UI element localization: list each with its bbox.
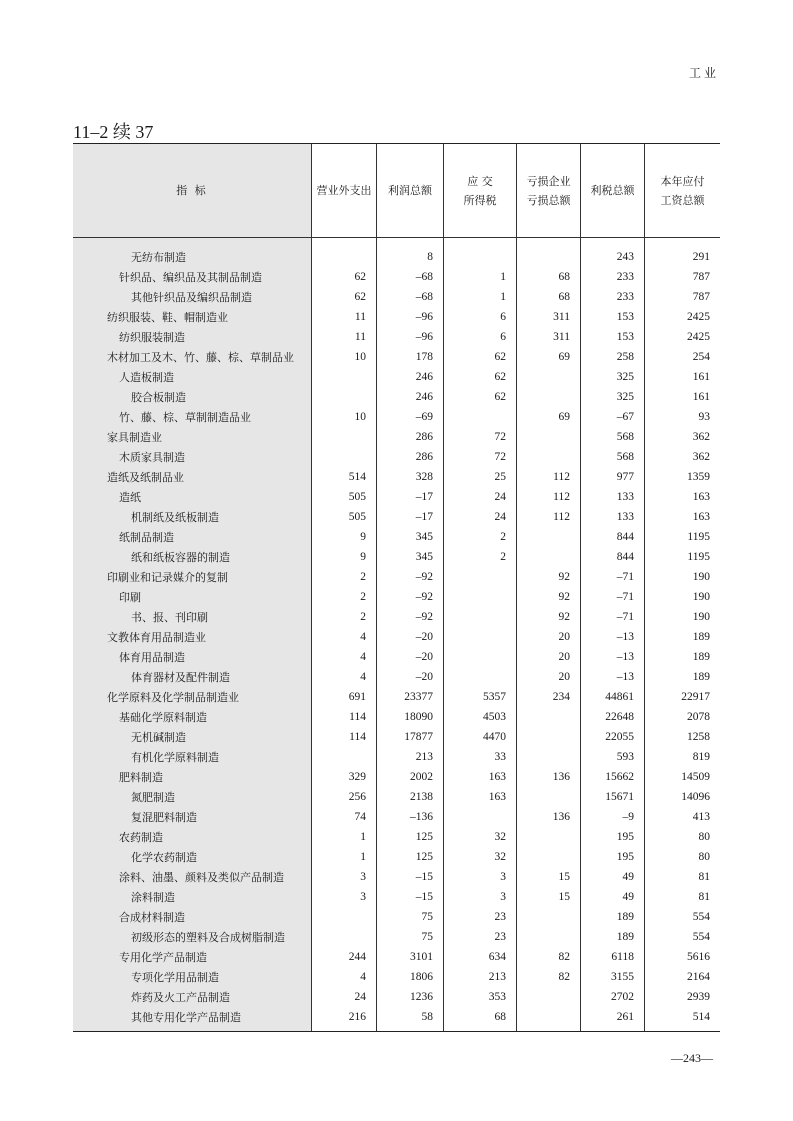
cell-income-tax-payable: 1 xyxy=(500,271,506,283)
cell-wages-payable: 2425 xyxy=(687,331,710,343)
cell-total-profit: 286 xyxy=(415,431,433,443)
cell-non-operating-expense: 4 xyxy=(360,671,366,683)
cell-wages-payable: 189 xyxy=(692,631,710,643)
cell-profit-tax-total: 3155 xyxy=(611,971,634,983)
cell-non-operating-expense: 244 xyxy=(348,951,366,963)
cell-loss-total: 136 xyxy=(552,811,570,823)
cell-total-profit: –68 xyxy=(415,291,433,303)
cell-non-operating-expense: 216 xyxy=(348,1011,366,1023)
table-row xyxy=(73,707,720,727)
table-row xyxy=(73,927,720,947)
cell-non-operating-expense: 74 xyxy=(354,811,366,823)
cell-wages-payable: 2939 xyxy=(687,991,710,1003)
cell-wages-payable: 787 xyxy=(692,291,710,303)
table-row xyxy=(73,647,720,667)
row-label: 无机碱制造 xyxy=(131,731,186,744)
cell-wages-payable: 81 xyxy=(698,891,710,903)
cell-income-tax-payable: 62 xyxy=(494,351,506,363)
row-label: 胶合板制造 xyxy=(131,391,186,404)
cell-loss-total: 92 xyxy=(558,591,570,603)
cell-total-profit: –15 xyxy=(415,871,433,883)
column-header-text: 亏损企业 亏损总额 xyxy=(526,174,571,207)
cell-wages-payable: 14509 xyxy=(681,771,710,783)
table-row xyxy=(73,627,720,647)
cell-total-profit: 2138 xyxy=(410,791,433,803)
cell-total-profit: 8 xyxy=(427,251,433,263)
cell-wages-payable: 362 xyxy=(692,431,710,443)
cell-profit-tax-total: –71 xyxy=(616,591,634,603)
cell-income-tax-payable: 3 xyxy=(500,871,506,883)
row-label: 基础化学原料制造 xyxy=(119,711,207,724)
cell-profit-tax-total: 15662 xyxy=(605,771,634,783)
cell-profit-tax-total: 49 xyxy=(622,891,634,903)
row-label: 氮肥制造 xyxy=(131,791,175,804)
row-label: 肥料制造 xyxy=(119,771,163,784)
cell-total-profit: 1806 xyxy=(410,971,433,983)
table-row xyxy=(73,527,720,547)
cell-wages-payable: 161 xyxy=(692,391,710,403)
cell-profit-tax-total: 977 xyxy=(616,471,634,483)
cell-income-tax-payable: 72 xyxy=(494,431,506,443)
cell-profit-tax-total: 189 xyxy=(616,911,634,923)
cell-profit-tax-total: 195 xyxy=(616,831,634,843)
cell-total-profit: 23377 xyxy=(404,691,433,703)
cell-total-profit: 345 xyxy=(415,551,433,563)
cell-wages-payable: 2078 xyxy=(687,711,710,723)
cell-total-profit: –136 xyxy=(410,811,433,823)
row-label: 印刷 xyxy=(119,591,141,604)
cell-non-operating-expense: 24 xyxy=(354,991,366,1003)
cell-income-tax-payable: 163 xyxy=(488,771,506,783)
cell-total-profit: 345 xyxy=(415,531,433,543)
cell-loss-total: 136 xyxy=(552,771,570,783)
cell-total-profit: 1236 xyxy=(410,991,433,1003)
cell-wages-payable: 190 xyxy=(692,571,710,583)
cell-wages-payable: 190 xyxy=(692,611,710,623)
cell-loss-total: 20 xyxy=(558,631,570,643)
cell-wages-payable: 1359 xyxy=(687,471,710,483)
cell-total-profit: –68 xyxy=(415,271,433,283)
table-row xyxy=(73,607,720,627)
cell-wages-payable: 161 xyxy=(692,371,710,383)
cell-total-profit: –92 xyxy=(415,591,433,603)
cell-profit-tax-total: –71 xyxy=(616,611,634,623)
cell-profit-tax-total: 22648 xyxy=(605,711,634,723)
cell-income-tax-payable: 24 xyxy=(494,491,506,503)
cell-income-tax-payable: 163 xyxy=(488,791,506,803)
cell-wages-payable: 1195 xyxy=(687,531,710,543)
table-row xyxy=(73,487,720,507)
row-label: 有机化学原料制造 xyxy=(131,751,219,764)
cell-profit-tax-total: 243 xyxy=(616,251,634,263)
cell-profit-tax-total: 233 xyxy=(616,271,634,283)
page-number: —243— xyxy=(671,1051,713,1065)
row-label: 体育用品制造 xyxy=(119,651,185,664)
table-row xyxy=(73,587,720,607)
cell-wages-payable: 514 xyxy=(692,1011,710,1023)
cell-profit-tax-total: –71 xyxy=(616,571,634,583)
row-label: 纺织服装、鞋、帽制造业 xyxy=(107,311,228,324)
cell-loss-total: 112 xyxy=(553,471,570,483)
cell-non-operating-expense: 114 xyxy=(349,731,366,743)
cell-income-tax-payable: 5357 xyxy=(483,691,506,703)
cell-profit-tax-total: 189 xyxy=(616,931,634,943)
cell-profit-tax-total: 233 xyxy=(616,291,634,303)
cell-non-operating-expense: 505 xyxy=(348,491,366,503)
cell-total-profit: –69 xyxy=(415,411,433,423)
cell-loss-total: 15 xyxy=(558,891,570,903)
cell-income-tax-payable: 4470 xyxy=(483,731,506,743)
cell-income-tax-payable: 3 xyxy=(500,891,506,903)
row-label: 木材加工及木、竹、藤、棕、草制品业 xyxy=(107,351,294,364)
row-label: 木质家具制造 xyxy=(119,451,185,464)
cell-wages-payable: 190 xyxy=(692,591,710,603)
cell-total-profit: 178 xyxy=(415,351,433,363)
cell-total-profit: 75 xyxy=(421,911,433,923)
table-row xyxy=(73,547,720,567)
cell-non-operating-expense: 2 xyxy=(360,591,366,603)
row-label: 合成材料制造 xyxy=(119,911,185,924)
table-row xyxy=(73,807,720,827)
cell-loss-total: 234 xyxy=(552,691,570,703)
cell-income-tax-payable: 6 xyxy=(500,331,506,343)
column-header-text: 利税总额 xyxy=(590,184,635,197)
row-label: 复混肥料制造 xyxy=(131,811,197,824)
cell-loss-total: 92 xyxy=(558,571,570,583)
row-label: 竹、藤、棕、草制制造品业 xyxy=(119,411,251,424)
cell-loss-total: 92 xyxy=(558,611,570,623)
row-label: 初级形态的塑料及合成树脂制造 xyxy=(131,931,285,944)
cell-loss-total: 112 xyxy=(553,511,570,523)
table-row xyxy=(73,447,720,467)
cell-non-operating-expense: 9 xyxy=(360,531,366,543)
cell-wages-payable: 254 xyxy=(692,351,710,363)
row-label: 其他针织品及编织品制造 xyxy=(131,291,252,304)
cell-income-tax-payable: 23 xyxy=(494,911,506,923)
table-row xyxy=(73,867,720,887)
cell-loss-total: 82 xyxy=(558,951,570,963)
cell-loss-total: 311 xyxy=(553,311,570,323)
cell-total-profit: 18090 xyxy=(404,711,433,723)
cell-profit-tax-total: 133 xyxy=(616,491,634,503)
cell-total-profit: –20 xyxy=(415,651,433,663)
cell-wages-payable: 5616 xyxy=(687,951,710,963)
row-label: 农药制造 xyxy=(119,831,163,844)
cell-profit-tax-total: 22055 xyxy=(605,731,634,743)
table-row xyxy=(73,247,720,267)
cell-income-tax-payable: 62 xyxy=(494,371,506,383)
cell-total-profit: 2002 xyxy=(410,771,433,783)
cell-profit-tax-total: 593 xyxy=(616,751,634,763)
cell-wages-payable: 22917 xyxy=(681,691,710,703)
table-row xyxy=(73,667,720,687)
cell-income-tax-payable: 33 xyxy=(494,751,506,763)
cell-wages-payable: 80 xyxy=(698,851,710,863)
cell-income-tax-payable: 32 xyxy=(494,831,506,843)
row-label: 炸药及火工产品制造 xyxy=(131,991,230,1004)
row-label: 专项化学用品制造 xyxy=(131,971,219,984)
row-label: 其他专用化学产品制造 xyxy=(131,1011,241,1024)
cell-profit-tax-total: 325 xyxy=(616,391,634,403)
cell-wages-payable: 2425 xyxy=(687,311,710,323)
row-label: 家具制造业 xyxy=(107,431,162,444)
cell-total-profit: 125 xyxy=(415,851,433,863)
column-header-text: 利润总额 xyxy=(388,184,432,197)
cell-profit-tax-total: 844 xyxy=(616,531,634,543)
table-row xyxy=(73,467,720,487)
table-row xyxy=(73,907,720,927)
table-row xyxy=(73,367,720,387)
cell-wages-payable: 413 xyxy=(692,811,710,823)
column-header-wages-payable xyxy=(644,144,720,237)
cell-loss-total: 68 xyxy=(558,271,570,283)
cell-profit-tax-total: 195 xyxy=(616,851,634,863)
cell-total-profit: 328 xyxy=(415,471,433,483)
cell-income-tax-payable: 634 xyxy=(488,951,506,963)
cell-income-tax-payable: 353 xyxy=(488,991,506,1003)
cell-income-tax-payable: 62 xyxy=(494,391,506,403)
column-header-text: 本年应付 工资总额 xyxy=(660,174,705,207)
cell-total-profit: 125 xyxy=(415,831,433,843)
cell-total-profit: 58 xyxy=(421,1011,433,1023)
column-header-text: 指 标 xyxy=(176,184,208,197)
row-label: 书、报、刊印刷 xyxy=(131,611,208,624)
cell-loss-total: 15 xyxy=(558,871,570,883)
cell-non-operating-expense: 691 xyxy=(348,691,366,703)
cell-profit-tax-total: 568 xyxy=(616,451,634,463)
table-header xyxy=(73,144,720,238)
cell-wages-payable: 80 xyxy=(698,831,710,843)
cell-profit-tax-total: 258 xyxy=(616,351,634,363)
column-header-text: 应 交 所得税 xyxy=(463,174,497,207)
cell-wages-payable: 189 xyxy=(692,651,710,663)
cell-income-tax-payable: 72 xyxy=(494,451,506,463)
table-body xyxy=(73,238,720,1031)
row-label: 化学农药制造 xyxy=(131,851,197,864)
cell-profit-tax-total: 15671 xyxy=(605,791,634,803)
cell-income-tax-payable: 1 xyxy=(500,291,506,303)
cell-profit-tax-total: 844 xyxy=(616,551,634,563)
cell-income-tax-payable: 2 xyxy=(500,531,506,543)
cell-income-tax-payable: 32 xyxy=(494,851,506,863)
cell-income-tax-payable: 6 xyxy=(500,311,506,323)
cell-loss-total: 68 xyxy=(558,291,570,303)
chapter-category: 工业 xyxy=(688,66,719,80)
cell-non-operating-expense: 2 xyxy=(360,611,366,623)
cell-non-operating-expense: 514 xyxy=(348,471,366,483)
row-label: 造纸及纸制品业 xyxy=(107,471,184,484)
cell-profit-tax-total: –9 xyxy=(622,811,634,823)
cell-income-tax-payable: 24 xyxy=(494,511,506,523)
cell-total-profit: –20 xyxy=(415,631,433,643)
cell-total-profit: –92 xyxy=(415,571,433,583)
cell-non-operating-expense: 505 xyxy=(348,511,366,523)
table-row xyxy=(73,847,720,867)
cell-non-operating-expense: 62 xyxy=(354,271,366,283)
cell-profit-tax-total: 261 xyxy=(616,1011,634,1023)
cell-wages-payable: 189 xyxy=(692,671,710,683)
cell-wages-payable: 14096 xyxy=(681,791,710,803)
row-label: 纸制品制造 xyxy=(119,531,174,544)
cell-total-profit: 3101 xyxy=(410,951,433,963)
cell-income-tax-payable: 213 xyxy=(488,971,506,983)
cell-non-operating-expense: 10 xyxy=(354,411,366,423)
row-label: 印刷业和记录媒介的复制 xyxy=(107,571,228,584)
table-row xyxy=(73,1007,720,1027)
cell-loss-total: 112 xyxy=(553,491,570,503)
cell-wages-payable: 554 xyxy=(692,911,710,923)
cell-profit-tax-total: 153 xyxy=(616,331,634,343)
cell-non-operating-expense: 9 xyxy=(360,551,366,563)
cell-profit-tax-total: –13 xyxy=(616,651,634,663)
cell-loss-total: 82 xyxy=(558,971,570,983)
table-row xyxy=(73,747,720,767)
cell-non-operating-expense: 1 xyxy=(360,831,366,843)
table-row xyxy=(73,507,720,527)
cell-non-operating-expense: 3 xyxy=(360,871,366,883)
cell-non-operating-expense: 62 xyxy=(354,291,366,303)
row-label: 涂料制造 xyxy=(131,891,175,904)
cell-profit-tax-total: 153 xyxy=(616,311,634,323)
cell-total-profit: –17 xyxy=(415,511,433,523)
row-label: 纸和纸板容器的制造 xyxy=(131,551,230,564)
cell-income-tax-payable: 68 xyxy=(494,1011,506,1023)
column-header-income-tax-payable xyxy=(443,144,516,237)
statistics-table xyxy=(73,143,720,1032)
table-row xyxy=(73,267,720,287)
table-row xyxy=(73,887,720,907)
row-label: 体育器材及配件制造 xyxy=(131,671,230,684)
cell-total-profit: 17877 xyxy=(404,731,433,743)
cell-wages-payable: 2164 xyxy=(687,971,710,983)
cell-wages-payable: 554 xyxy=(692,931,710,943)
cell-non-operating-expense: 11 xyxy=(354,331,366,343)
cell-income-tax-payable: 25 xyxy=(494,471,506,483)
cell-total-profit: –20 xyxy=(415,671,433,683)
column-header-indicator xyxy=(73,144,311,237)
row-label: 无纺布制造 xyxy=(131,251,186,264)
cell-non-operating-expense: 114 xyxy=(349,711,366,723)
cell-profit-tax-total: –13 xyxy=(616,671,634,683)
table-row xyxy=(73,947,720,967)
cell-profit-tax-total: 2702 xyxy=(611,991,634,1003)
cell-income-tax-payable: 4503 xyxy=(483,711,506,723)
cell-non-operating-expense: 4 xyxy=(360,651,366,663)
cell-profit-tax-total: 133 xyxy=(616,511,634,523)
table-row xyxy=(73,407,720,427)
cell-profit-tax-total: –67 xyxy=(616,411,634,423)
table-row xyxy=(73,727,720,747)
column-header-loss-total xyxy=(516,144,580,237)
row-label: 涂料、油墨、颜料及类似产品制造 xyxy=(119,871,284,884)
cell-total-profit: 213 xyxy=(415,751,433,763)
table-row xyxy=(73,767,720,787)
cell-wages-payable: 787 xyxy=(692,271,710,283)
cell-income-tax-payable: 23 xyxy=(494,931,506,943)
cell-loss-total: 69 xyxy=(558,411,570,423)
cell-non-operating-expense: 256 xyxy=(348,791,366,803)
table-row xyxy=(73,827,720,847)
table-row xyxy=(73,687,720,707)
cell-loss-total: 69 xyxy=(558,351,570,363)
cell-wages-payable: 93 xyxy=(698,411,710,423)
row-label: 化学原料及化学制品制造业 xyxy=(107,691,239,704)
cell-non-operating-expense: 11 xyxy=(354,311,366,323)
cell-wages-payable: 81 xyxy=(698,871,710,883)
cell-total-profit: –17 xyxy=(415,491,433,503)
cell-loss-total: 20 xyxy=(558,671,570,683)
cell-non-operating-expense: 329 xyxy=(348,771,366,783)
cell-wages-payable: 362 xyxy=(692,451,710,463)
column-header-total-profit xyxy=(376,144,443,237)
cell-non-operating-expense: 4 xyxy=(360,971,366,983)
table-row xyxy=(73,787,720,807)
cell-loss-total: 20 xyxy=(558,651,570,663)
table-row xyxy=(73,967,720,987)
cell-non-operating-expense: 1 xyxy=(360,851,366,863)
column-header-profit-tax-total xyxy=(580,144,644,237)
table-row xyxy=(73,287,720,307)
cell-non-operating-expense: 2 xyxy=(360,571,366,583)
table-title: 11–2 续 37 xyxy=(73,122,154,142)
row-label: 文教体育用品制造业 xyxy=(107,631,206,644)
table-row xyxy=(73,567,720,587)
cell-profit-tax-total: 49 xyxy=(622,871,634,883)
cell-total-profit: 286 xyxy=(415,451,433,463)
row-label: 专用化学产品制造 xyxy=(119,951,207,964)
table-row xyxy=(73,387,720,407)
table-row xyxy=(73,307,720,327)
table-row xyxy=(73,347,720,367)
cell-wages-payable: 1195 xyxy=(687,551,710,563)
cell-total-profit: –96 xyxy=(415,331,433,343)
table-row xyxy=(73,987,720,1007)
cell-profit-tax-total: 6118 xyxy=(611,951,634,963)
cell-profit-tax-total: 44861 xyxy=(605,691,634,703)
cell-wages-payable: 1258 xyxy=(687,731,710,743)
row-label: 针织品、编织品及其制品制造 xyxy=(119,271,262,284)
cell-total-profit: –92 xyxy=(415,611,433,623)
cell-total-profit: 75 xyxy=(421,931,433,943)
cell-non-operating-expense: 10 xyxy=(354,351,366,363)
cell-profit-tax-total: 568 xyxy=(616,431,634,443)
row-label: 造纸 xyxy=(119,491,141,504)
cell-income-tax-payable: 2 xyxy=(500,551,506,563)
cell-profit-tax-total: 325 xyxy=(616,371,634,383)
row-label: 人造板制造 xyxy=(119,371,174,384)
column-header-text: 营业外支出 xyxy=(316,184,372,197)
cell-total-profit: 246 xyxy=(415,391,433,403)
row-label: 机制纸及纸板制造 xyxy=(131,511,219,524)
cell-wages-payable: 291 xyxy=(692,251,710,263)
cell-wages-payable: 163 xyxy=(692,491,710,503)
cell-wages-payable: 819 xyxy=(692,751,710,763)
cell-non-operating-expense: 4 xyxy=(360,631,366,643)
cell-loss-total: 311 xyxy=(553,331,570,343)
column-header-non-operating-expense xyxy=(311,144,376,237)
cell-non-operating-expense: 3 xyxy=(360,891,366,903)
cell-total-profit: 246 xyxy=(415,371,433,383)
row-label: 纺织服装制造 xyxy=(119,331,185,344)
cell-total-profit: –96 xyxy=(415,311,433,323)
table-row xyxy=(73,427,720,447)
table-row xyxy=(73,327,720,347)
cell-total-profit: –15 xyxy=(415,891,433,903)
cell-profit-tax-total: –13 xyxy=(616,631,634,643)
cell-wages-payable: 163 xyxy=(692,511,710,523)
